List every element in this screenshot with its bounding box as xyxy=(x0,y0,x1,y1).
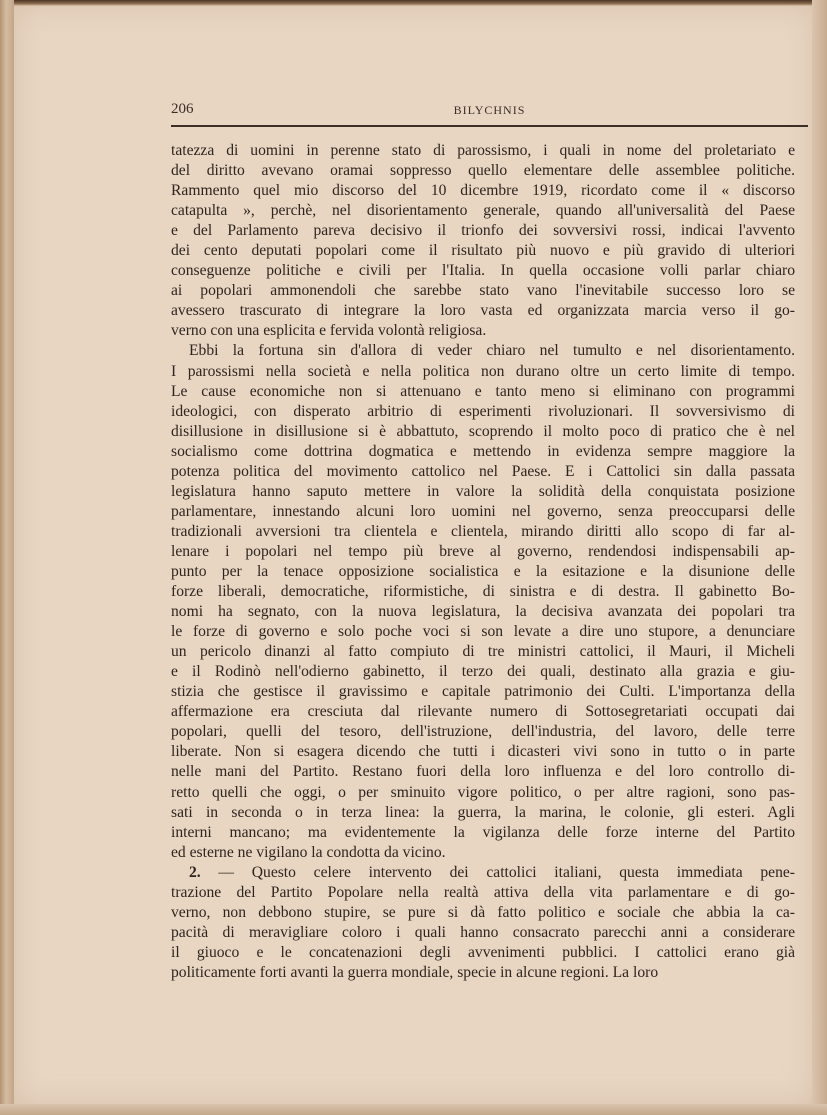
text-line: nomi ha segnato, con la nuova legislatura, la decisiva avanzata dei popolari tra xyxy=(171,603,795,621)
text-line: il giuoco e le concatenazioni degli avvenimenti pubblici. I cattolici erano già xyxy=(171,943,795,961)
text-line: disillusione in disillusione si è abbattuto, scoprendo il molto poco di pratico che è nel xyxy=(171,422,795,440)
text-line: lenare i popolari nel tempo più breve al governo, rendendosi indispensabili ap- xyxy=(171,542,795,560)
text-line: le forze di governo e solo poche voci si son levate a dire uno stupore, a denunciare xyxy=(171,623,795,641)
text-line: del diritto avevano oramai soppresso quello elementare delle assemblee politiche. xyxy=(171,162,795,180)
text-line: punto per la tenace opposizione socialistica e la esitazione e la disunione delle xyxy=(171,562,795,580)
text-line: liberate. Non si esagera dicendo che tutti i dicasteri vivi sono in tutto o in parte xyxy=(171,743,795,761)
text-line: legislatura hanno saputo mettere in valore la solidità della conquistata posizione xyxy=(171,482,795,500)
section-number: 2. xyxy=(189,863,201,881)
text-line: tatezza di uomini in perenne stato di parossismo, i quali in nome del proletariato e xyxy=(171,142,795,159)
text-line: e il Rodinò nell'odierno gabinetto, il terzo dei quali, destinato alla grazia e giu- xyxy=(171,663,795,681)
page-number: 206 xyxy=(171,101,194,117)
text-line: potenza politica del movimento cattolico nel Paese. E i Cattolici sin dalla passata xyxy=(171,462,795,480)
page-bottom-edge xyxy=(0,1104,827,1115)
text-line: e del Parlamento pareva decisivo il trionfo dei sovversivi rossi, indicai l'avvento xyxy=(171,222,795,240)
text-line xyxy=(171,863,795,883)
running-header xyxy=(171,101,808,123)
text-line: Le cause economiche non si attenuano e tanto meno si eliminano con programmi xyxy=(171,382,795,400)
body-text xyxy=(171,141,795,983)
text-line: popolari, quelli del tesoro, dell'istruzione, dell'industria, del lavoro, delle terre xyxy=(171,723,795,741)
text-line: un pericolo dinanzi al fatto compiuto di tre ministri cattolici, il Mauri, il Micheli xyxy=(171,643,795,661)
text-line: Rammento quel mio discorso del 10 dicembre 1919, ricordato come il « discorso xyxy=(171,182,795,200)
book-spine-edge xyxy=(0,0,14,1115)
paragraph xyxy=(171,141,795,341)
text-line: conseguenze politiche e civili per l'Italia. In quella occasione volli parlar chiaro xyxy=(171,262,795,280)
text-line: trazione del Partito Popolare nella realtà attiva della vita parlamentare e di go- xyxy=(171,883,795,901)
text-line: politicamente forti avanti la guerra mondiale, specie in alcune regioni. La loro xyxy=(171,963,659,981)
text-line: forze liberali, democratiche, riformistiche, di sinistra e di destra. Il gabinetto Bo- xyxy=(171,583,795,601)
text-line: sati in seconda o in terza linea: la guerra, la marina, le colonie, gli esteri. Agli xyxy=(171,803,795,821)
text-line: nelle mani del Partito. Restano fuori della loro influenza e del loro controllo di- xyxy=(171,763,795,781)
text-line: verno con una esplicita e fervida volontà religiosa. xyxy=(171,322,487,340)
text-line: interni mancano; ma evidentemente la vigilanza delle forze interne del Partito xyxy=(171,823,795,841)
text-line: ideologici, con disperato arbitrio di esperimenti rivoluzionari. Il sovversivismo di xyxy=(171,402,795,420)
text-line: pacità di meravigliare coloro i quali hanno consacrato parecchi anni a considerare xyxy=(171,923,795,941)
section-text: — Questo celere intervento dei cattolici italiani, questa immediata pene- xyxy=(200,863,795,881)
text-line: ed esterne ne vigilano la condotta da vicino. xyxy=(171,843,446,861)
running-title: BILYCHNIS xyxy=(453,103,526,117)
text-line: ai popolari ammonendoli che sarebbe stato vano l'inevitabile successo loro se xyxy=(171,282,795,300)
text-line: socialismo come dottrina dogmatica e mettendo in evidenza sempre maggiore la xyxy=(171,442,795,460)
text-line: catapulta », perchè, nel disorientamento generale, quando all'universalità del Paese xyxy=(171,202,795,220)
text-line: dei cento deputati popolari come il risultato più nuovo e più gravido di ulteriori xyxy=(171,242,795,260)
text-line: I parossismi nella società e nella politica non durano oltre un certo limite di tempo. xyxy=(171,362,795,380)
text-line: stizia che gestisce il gravissimo e capitale patrimonio dei Culti. L'importanza della xyxy=(171,683,795,701)
page-top-edge xyxy=(14,0,827,6)
text-line: affermazione era cresciuta dal rilevante numero di Sottosegretariati occupati dai xyxy=(171,703,795,721)
text-line: Ebbi la fortuna sin d'allora di veder chiaro nel tumulto e nel disorientamento. xyxy=(189,342,795,360)
text-line: tradizionali avversioni tra clientela e clientela, mirando diritti allo scopo di far al- xyxy=(171,522,795,540)
text-line: avessero trascurato di integrare la loro vasta ed organizzata marcia verso il go- xyxy=(171,302,795,320)
text-line: parlamentare, innestando alcuni loro uomini nel governo, senza preoccuparsi delle xyxy=(171,502,795,520)
header-rule xyxy=(171,125,808,127)
page-right-edge xyxy=(812,0,827,1115)
text-line: retto quelli che oggi, o per sminuito vigore politico, o per altre ragioni, sono pas- xyxy=(171,783,795,801)
paragraph xyxy=(171,863,795,983)
text-line: verno, non debbono stupire, se pure si dà fatto politico e sociale che abbia la ca- xyxy=(171,903,795,921)
paragraph xyxy=(171,341,795,862)
